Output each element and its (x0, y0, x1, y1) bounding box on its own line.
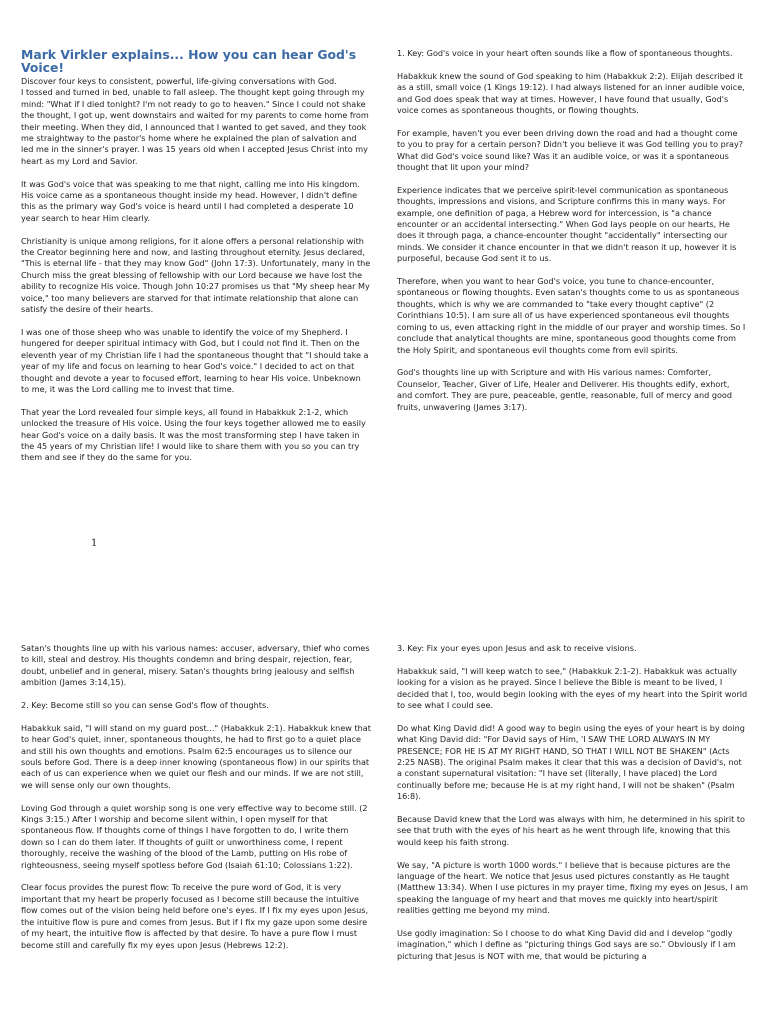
column-top-right (397, 48, 747, 424)
paragraph: Satan's thoughts line up with his various names: accuser, adversary, thief who comes to kill, steal and destroy. His thoughts condemn and bring despair, rejection, fear, doubt, unbelief and in general, misery. Satan's thoughts bring jealousy and selfish ambition (James 3:14,15). (21, 643, 370, 688)
paragraph: Clear focus provides the purest flow: To receive the pure word of God, it is very important that my heart be properly focused as I become still because the intuitive flow comes out of the vision being held before one's eyes. If I fix my eyes upon Jesus, the intuitive flow is pure and comes from Jesus. But if I fix my gaze upon some desire of my heart, the intuitive flow is affected by that desire. To have a pure flow I must become still and carefully fix my eyes upon Jesus (Hebrews 12:2). (21, 882, 369, 950)
paragraph: Experience indicates that we perceive spirit-level communication as spontaneous thoughts, impressions and visions, and Scripture confirms this in many ways. For example, one definition of paga, a Hebrew word for intercession, is "a chance encounter or an accidental intersecting." When God lays people on our hearts, He does it through paga, a chance-encounter thought "accidentally" intersecting our minds. We consider it chance encounter in that we didn't reason it up, however it is purposeful, because God sent it to us. (397, 184, 737, 264)
paragraph: God's thoughts line up with Scripture and with His various names: Comforter, Counselor, Teacher, Giver of Life, Healer and Deliverer. His thoughts edify, exhort, and comfort. They are pure, peaceable, gentle, reasonable, full of mercy and good fruits, unwavering (James 3:17). (397, 367, 733, 412)
paragraph: Habakkuk said, "I will keep watch to see," (Habakkuk 2:1-2). Habakkuk was actually looking for a vision as he prayed. Since I believe the Bible is meant to be lived, I decided that I, too, would begin looking with the eyes of my heart into the Spirit world to see what I could see. (397, 665, 748, 711)
key-heading: 2. Key: Become still so you can sense God's flow of thoughts. (21, 700, 269, 711)
paragraph: I was one of those sheep who was unable to identify the voice of my Shepherd. I hungered for deeper spiritual intimacy with God, but I could not find it. Then on the eleventh year of my Christian life I had the spontaneous thought that "I should take a year of my life and focus on learning to hear God's voice." I decided to act on that thought and devote a year to focused effort, learning to hear His voice. Unbeknown to me, it was the Lord calling me to invest that time. (21, 326, 369, 394)
paragraph: Habakkuk said, "I will stand on my guard post..." (Habakkuk 2:1). Habakkuk knew that to hear God's quiet, inner, spontaneous thoughts, he had to first go to a quiet place and still his own thoughts and emotions. Psalm 62:5 encourages us to silence our souls before God. There is a deep inner knowing (spontaneous flow) in our spirits that each of us can experience when we quiet our flesh and our minds. If we are not still, we will sense only our own thoughts. (21, 722, 371, 790)
column-bottom-left (21, 643, 371, 962)
column-top-left (21, 48, 371, 475)
page-number: 1 (91, 538, 98, 549)
key-heading: 3. Key: Fix your eyes upon Jesus and ask to receive visions. (397, 643, 637, 653)
paragraph: It was God's voice that was speaking to me that night, calling me into His kingdom. His voice came as a spontaneous thought inside my head. However, I didn't define this as the primary way God's voice is heard until I had completed a desperate 10 year search to hear Him clearly. (21, 178, 360, 223)
paragraph: Therefore, when you want to hear God's voice, you tune to chance-encounter, spontaneous or flowing thoughts. Even satan's thoughts come to us as spontaneous thoughts, which is why we are commanded to "take every thought captive" (2 Corinthians 10:5). I am sure all of us have experienced spontaneous evil thoughts coming to us, even attacking right in the middle of our prayer and worship times. So I conclude that analytical thoughts are mine, spontaneous good thoughts come from the Holy Spirit, and spontaneous evil thoughts come from evil spirits. (397, 276, 746, 355)
paragraph: Habakkuk knew the sound of God speaking to him (Habakkuk 2:2). Elijah described it as a still, small voice (1 Kings 19:12). I had always listened for an inner audible voice, and God does speak that way at times. However, I have found that usually, God's voice comes as spontaneous thoughts, or flowing thoughts. (397, 70, 745, 116)
key-heading: 1. Key: God's voice in your heart often sounds like a flow of spontaneous thoughts. (397, 48, 733, 58)
paragraph: Use godly imagination: So I choose to do what King David did and I develop "godly imagination," which I define as "picturing things God says are so." Obviously if I am picturing that Jesus is NOT with me, that would be picturing a (397, 928, 736, 961)
paragraph: Do what King David did! A good way to begin using the eyes of your heart is by doing what King David did: "For David says of Him, 'I SAW THE LORD ALWAYS IN MY PRESENCE; FOR HE IS AT MY RIGHT HAND, SO THAT I WILL NOT BE SHAKEN" (Acts 2:25 NASB). The original Psalm makes it clear that this was a decision of David's, not a constant supernatural visitation: "I have set (literally, I have placed) the Lord continually before me; because He is at my right hand, I will not be shaken" (Psalm 16:8). (397, 722, 745, 802)
paragraph: Discover four keys to consistent, powerful, life-giving conversations with God. I tossed and turned in bed, unable to fall asleep. The thought kept going through my mind: "What if I died tonight? I'm not ready to go to heaven." Since I could not shake the thought, I got up, went downstairs and waited for my parents to come home from their meeting. When they did, I announced that I wanted to get saved, and they took me straightway to the pastor's home where he explained the plan of salvation and led me in the sinner's prayer. I was 15 years old when I accepted Jesus Christ into my heart as my Lord and Savior. (21, 76, 369, 166)
column-bottom-right (397, 643, 749, 974)
paragraph: That year the Lord revealed four simple keys, all found in Habakkuk 2:1-2, which unlocked the treasure of His voice. Using the four keys together allowed me to easily hear God's voice on a daily basis. It was the most transforming step I have taken in the 45 years of my Christian life! I would like to share them with you so you can try them and see if they do the same for you. (21, 406, 366, 463)
paragraph: We say, "A picture is worth 1000 words." I believe that is because pictures are the language of the heart. We notice that Jesus used pictures constantly as He taught (Matthew 13:34). When I use pictures in my prayer time, fixing my eyes on Jesus, I am speaking the language of my heart and that moves me quickly into heart/spirit realities getting me beyond my mind. (397, 859, 749, 916)
paragraph: Christianity is unique among religions, for it alone offers a personal relationship with the Creator beginning here and now, and lasting throughout eternity. Jesus declared, "This is eternal life - that they may know God" (John 17:3). Unfortunately, many in the Church miss the great blessing of fellowship with our Lord because we have lost the ability to recognize His voice. Though John 10:27 promises us that "My sheep hear My voice," too many believers are starved for that intimate relationship that alone can satisfy the desire of their hearts. (21, 235, 371, 315)
paragraph: Loving God through a quiet worship song is one very effective way to become still. (2 Kings 3:15.) After I worship and become silent within, I open myself for that spontaneous flow. If thoughts come of things I have forgotten to do, I write them down so I can do them later. If thoughts of guilt or unworthiness come, I repent thoroughly, receive the washing of the blood of the Lamb, putting on His robe of righteousness, seeing myself spotless before God (Isaiah 61:10; Colossians 1:22). (21, 802, 368, 870)
paragraph: Because David knew that the Lord was always with him, he determined in his spirit to see that truth with the eyes of his heart as he went through life, knowing that this would keep his faith strong. (397, 814, 745, 847)
page-title: Mark Virkler explains... How you can hear God's Voice! (21, 47, 357, 75)
paragraph: For example, haven't you ever been driving down the road and had a thought come to you to pray for a certain person? Didn't you believe it was God telling you to pray? What did God's voice sound like? Was it an audible voice, or was it a spontaneous thought that lit upon your mind? (397, 127, 744, 173)
